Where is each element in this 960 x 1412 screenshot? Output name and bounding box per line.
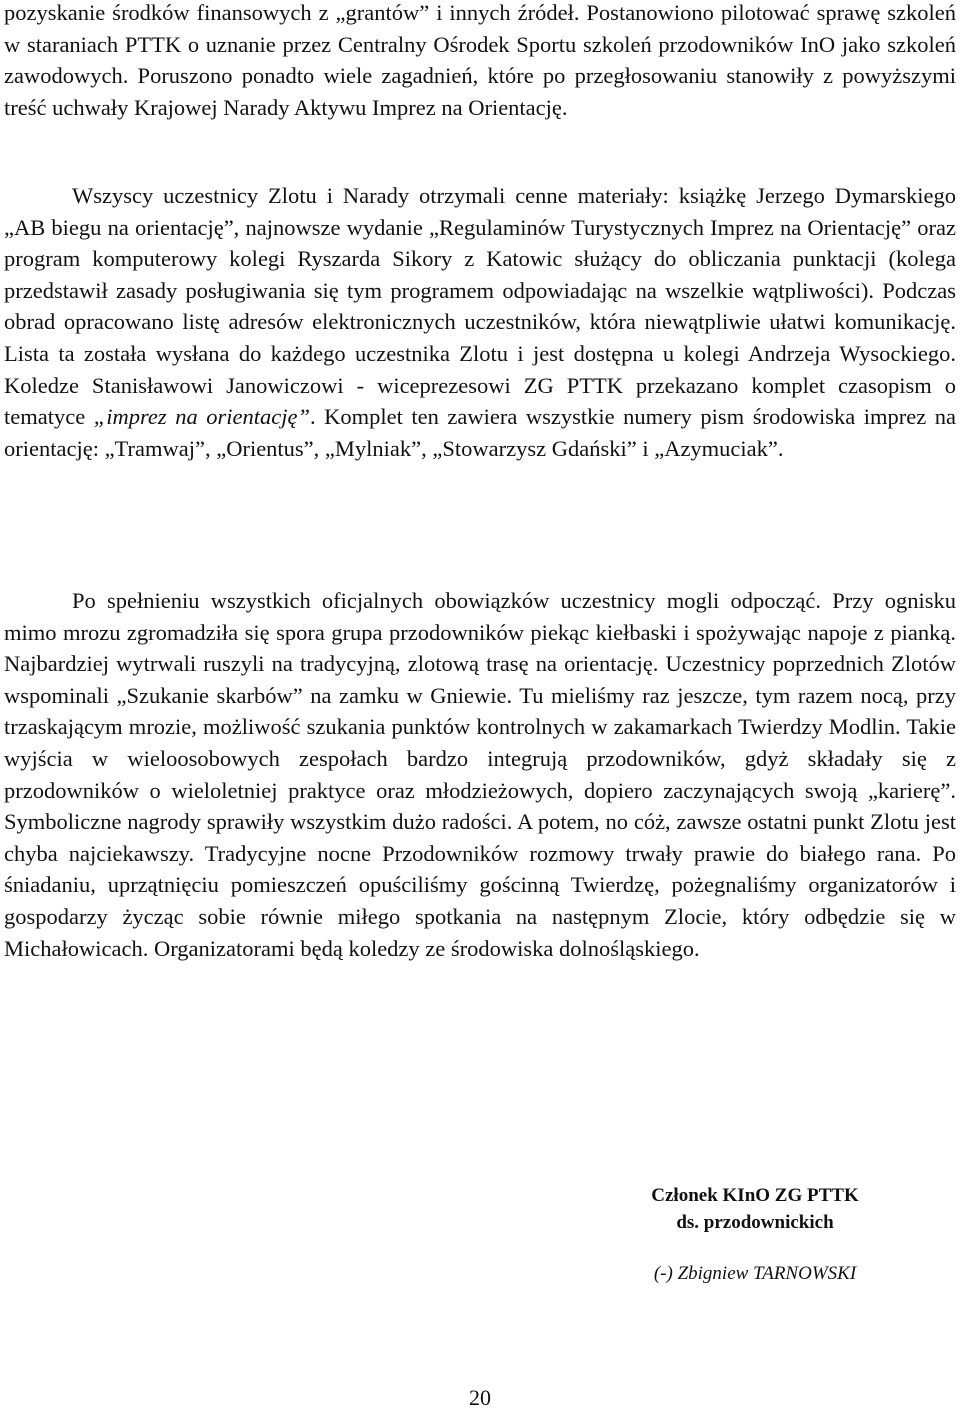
paragraph-2-text-b: . Komplet ten zawiera wszystkie numery pism środowiska imprez na orientację: „Tramwaj”, „Orientus”, „Mylniak”, „Stowarzysz Gdański” i „Azymuciak”. [4,404,956,461]
paragraph-3: Po spełnieniu wszystkich oficjalnych obowiązków uczestnicy mogli odpocząć. Przy ognisku mimo mrozu zgromadziła się spora grupa przodowników piekąc kiełbaski i spożywając napoje z pianką. Najbardziej wytrwali ruszyli na tradycyjną, zlotową trasę na orientację. Uczestnicy poprzednich Zlotów wspominali „Szukanie skarbów” na zamku w Gniewie. Tu mieliśmy raz jeszcze, tym razem nocą, przy trzaskającym mrozie, możliwość szukania punktów kontrolnych w zakamarkach Twierdzy Modlin. Takie wyjścia w wieloosobowych zespołach bardzo integrują przodowników, gdyż składały się z przodowników o wieloletniej praktyce oraz młodzieżowych, dopiero zaczynających swoją „karierę”. Symboliczne nagrody sprawiły wszystkim dużo radości. A potem, no cóż, zawsze ostatni punkt Zlotu jest chyba najciekawszy. Tradycyjne nocne Przodowników rozmowy trwały prawie do białego rana. Po śniadaniu, uprzątnięciu pomieszczeń opuściliśmy gościnną Twierdzę, pożegnaliśmy organizatorów i gospodarzy życząc sobie równie miłego spotkania na następnym Zlocie, który odbędzie się w Michałowicach. Organizatorami będą koledzy ze środowiska dolnośląskiego. [4,588,956,961]
signature-title-line-1: Członek KInO ZG PTTK [651,1185,859,1206]
paragraph-2-text-a: Wszyscy uczestnicy Zlotu i Narady otrzymali cenne materiały: książkę Jerzego Dymarskiego „AB biegu na orientację”, najnowsze wydanie „Regulaminów Turystycznych Imprez na Orientację” oraz program komputerowy kolegi Ryszarda Sikory z Katowic służący do obliczania punktacji (kolega przedstawił zasady posługiwania się tym programem odpowiadając na wszelkie wątpliwości). Podczas obrad opracowano listę adresów elektronicznych uczestników, która niewątpliwie ułatwi komunikację. Lista ta została wysłana do każdego uczestnika Zlotu i jest dostępna u kolegi Andrzeja Wysockiego. Koledze Stanisławowi Janowiczowi - wiceprezesowi ZG PTTK przekazano komplet czasopism o tematyce [4,183,956,430]
page-number: 20 [469,1385,491,1410]
paragraph-1: pozyskanie środków finansowych z „grantów” i innych źródeł. Postanowiono pilotować sprawę szkoleń w staraniach PTTK o uznanie przez Centralny Ośrodek Sportu szkoleń przodowników InO jako szkoleń zawodowych. Poruszono ponadto wiele zagadnień, które po przegłosowaniu stanowiły z powyższymi treść uchwały Krajowej Narady Aktywu Imprez na Orientację. [4,0,956,120]
signature-name: (-) Zbigniew TARNOWSKI [653,1263,857,1284]
paragraph-2-italic-phrase: „imprez na orientację” [93,404,310,430]
paragraph-2 [4,180,956,464]
signature-title-line-2: ds. przodownickich [676,1212,834,1233]
signature-title [585,1182,925,1236]
